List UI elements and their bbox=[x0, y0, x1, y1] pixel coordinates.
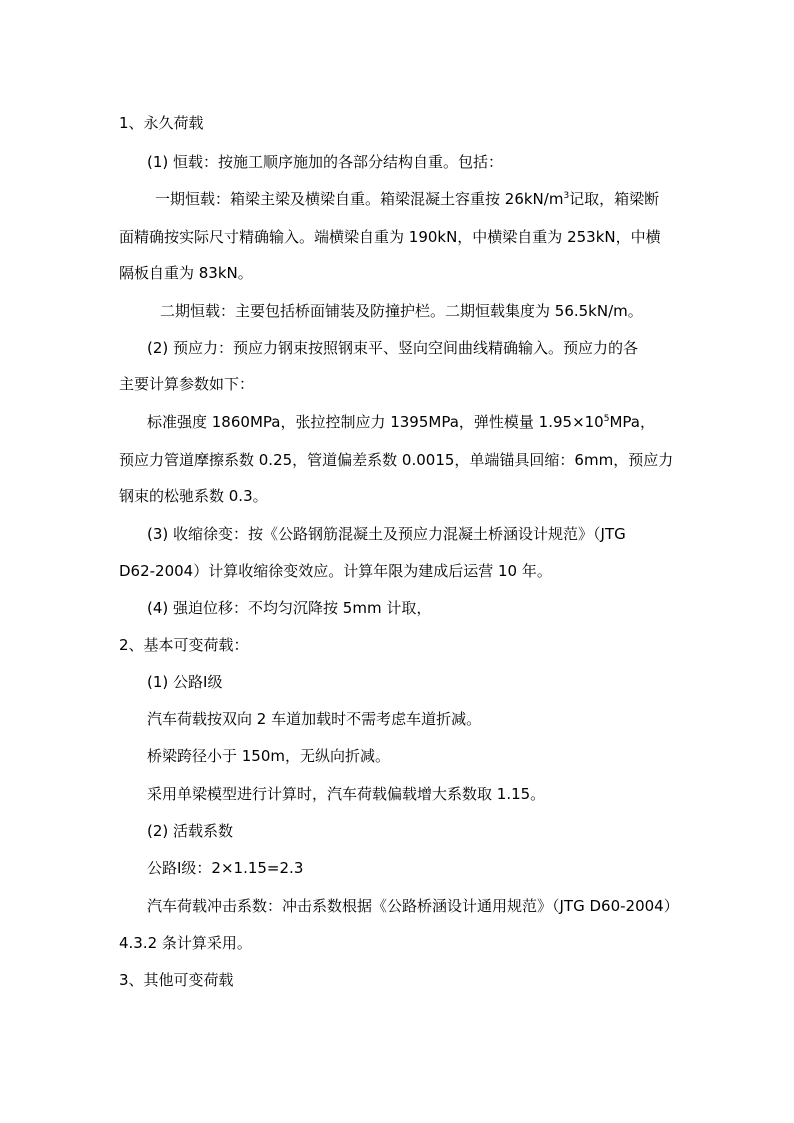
paragraph-live-load-factor: (2) 活载系数 bbox=[147, 822, 234, 840]
paragraph-line: 4.3.2 条计算采用。 bbox=[119, 934, 252, 952]
paragraph-line: 采用单梁模型进行计算时，汽车荷载偏载增大系数取 1.15。 bbox=[147, 785, 546, 803]
paragraph-line: 桥梁跨径小于 150m，无纵向折减。 bbox=[147, 747, 391, 765]
text-segment: 记取，箱梁断 bbox=[569, 190, 660, 208]
section-heading-permanent-load: 1、永久荷载 bbox=[119, 114, 204, 132]
paragraph-line: 汽车荷载按双向 2 车道加载时不需考虑车道折减。 bbox=[147, 710, 482, 728]
paragraph-line: 钢束的松驰系数 0.3。 bbox=[119, 487, 268, 505]
paragraph-highway-grade: (1) 公路Ⅰ级 bbox=[147, 673, 223, 691]
paragraph-impact-factor: 汽车荷载冲击系数：冲击系数根据《公路桥涵设计通用规范》（JTG D60-2004） bbox=[147, 897, 679, 915]
paragraph-prestress-params bbox=[147, 412, 655, 432]
paragraph-phase-one-dead-load bbox=[155, 189, 659, 209]
superscript: 5 bbox=[603, 414, 610, 424]
superscript: 3 bbox=[563, 191, 570, 201]
paragraph-forced-displacement: (4) 强迫位移：不均匀沉降按 5mm 计取， bbox=[147, 599, 432, 617]
paragraph-line: 主要计算参数如下： bbox=[119, 375, 255, 393]
paragraph-shrinkage-creep: (3) 收缩徐变：按《公路钢筋混凝土及预应力混凝土桥涵设计规范》（JTG bbox=[147, 525, 626, 543]
paragraph-line: 公路Ⅰ级：2×1.15=2.3 bbox=[147, 859, 304, 877]
text-segment: MPa， bbox=[609, 413, 655, 431]
paragraph-line: D62-2004）计算收缩徐变效应。计算年限为建成后运营 10 年。 bbox=[119, 562, 552, 580]
section-heading-variable-load: 2、基本可变荷载： bbox=[119, 636, 249, 654]
paragraph-dead-load: (1) 恒载：按施工顺序施加的各部分结构自重。包括： bbox=[147, 153, 504, 171]
paragraph-prestress: (2) 预应力：预应力钢束按照钢束平、竖向空间曲线精确输入。预应力的各 bbox=[147, 339, 639, 357]
paragraph-line: 隔板自重为 83kN。 bbox=[119, 264, 253, 282]
paragraph-line: 预应力管道摩擦系数 0.25，管道偏差系数 0.0015，单端锚具回缩：6mm，预应力 bbox=[119, 451, 674, 469]
section-heading-other-variable-load: 3、其他可变荷载 bbox=[119, 971, 234, 989]
text-segment: 一期恒载：箱梁主梁及横梁自重。箱梁混凝土容重按 26kN/m bbox=[155, 190, 564, 208]
text-segment: 标准强度 1860MPa，张拉控制应力 1395MPa，弹性模量 1.95×10 bbox=[147, 413, 604, 431]
paragraph-line: 面精确按实际尺寸精确输入。端横梁自重为 190kN，中横梁自重为 253kN，中横 bbox=[119, 228, 661, 246]
paragraph-phase-two-dead-load: 二期恒载：主要包括桥面铺装及防撞护栏。二期恒载集度为 56.5kN/m。 bbox=[160, 302, 643, 320]
